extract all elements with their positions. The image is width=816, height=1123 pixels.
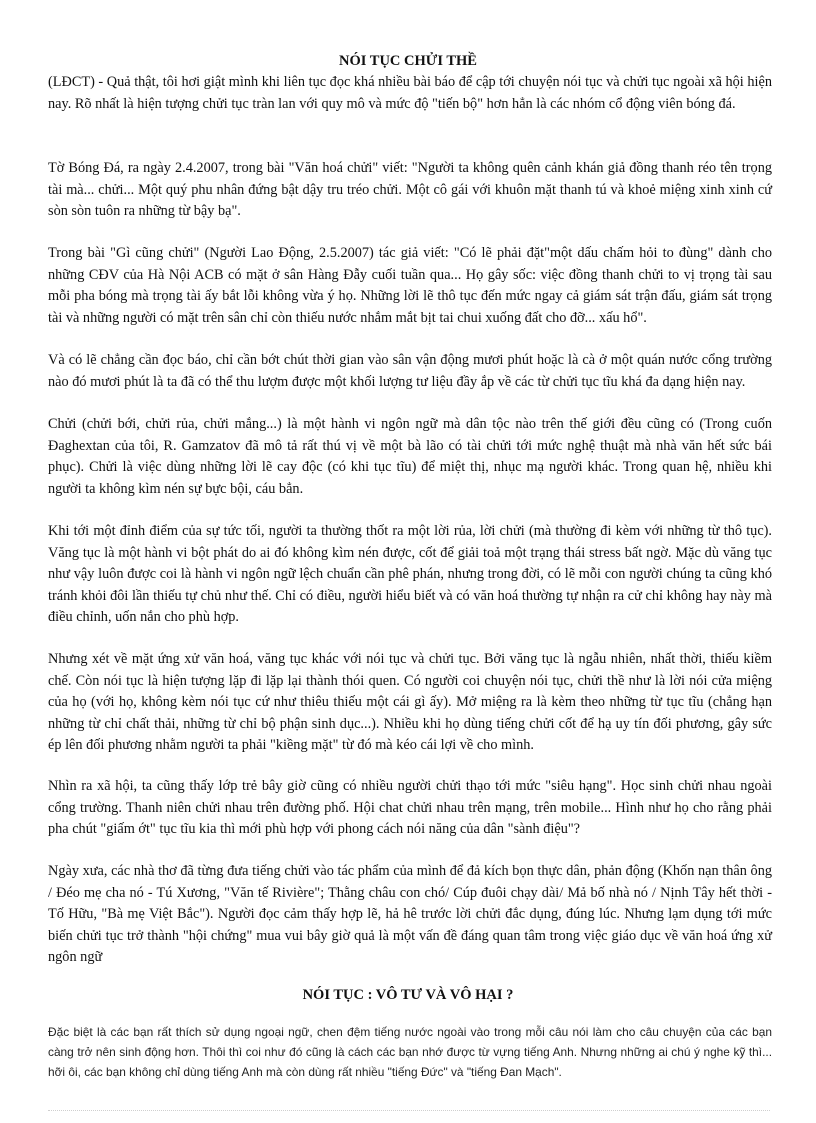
- paragraph-ngay-xua: Ngày xưa, các nhà thơ đã từng đưa tiếng chửi vào tác phẩm của mình để đả kích bọn thực dân, phản động (Khốn nạn thân ông / Đéo mẹ cha nó - Tú Xương, "Văn tế Rivière"; Thằng châu con chó/ Cúp đuôi chạy dài/ Mả bố nhà nó / Nịnh Tây hết thời - Tố Hữu, "Bà mẹ Việt Bắc"). Người đọc cảm thấy hợp lẽ, hả hê trước lời chửi đắc dụng, đúng lúc. Nhưng lạm dụng tới mức biến chửi tục trở thành "hội chứng" mua vui bây giờ quả là một vấn đề đáng quan tâm trong việc giáo dục về văn hoá ứng xử ngôn ngữ: [48, 863, 772, 966]
- page-divider: [48, 1110, 770, 1111]
- paragraph-ngoai-ngu: Đặc biệt là các bạn rất thích sử dụng ngoại ngữ, chen đệm tiếng nước ngoài vào trong mỗi câu nói làm cho câu chuyện của các bạn càng trở nên sinh động hơn. Thôi thì coi như đó cũng là cách các bạn nhớ được từ vựng tiếng Anh. Nhưng những ai chú ý nghe kỹ thì... hỡi ôi, các bạn không chỉ dùng tiếng Anh mà còn dùng rất nhiều "tiếng Đức" và "tiếng Đan Mạch".: [48, 1025, 772, 1079]
- paragraph-vang-tuc: Khi tới một đỉnh điểm của sự tức tối, người ta thường thốt ra một lời rủa, lời chửi (mà thường đi kèm với những từ thô tục). Văng tục là một hành vi bột phát do ai đó không kìm nén được, cốt để giải toả một trạng thái stress bất ngờ. Mặc dù văng tục như vậy luôn được coi là hành vi ngôn ngữ lệch chuẩn cần phê phán, nhưng trong đời, có lẽ mỗi con người chúng ta cũng khó tránh khỏi đôi lần thiếu tự chủ như thế. Chỉ có điều, người hiểu biết và có văn hoá thường tự nhận ra cử chỉ không hay này mà điều chỉnh, uốn nắn cho phù hợp.: [48, 523, 772, 626]
- section-title-noi-tuc: NÓI TỤC : VÔ TƯ VÀ VÔ HẠI ?: [302, 987, 514, 1003]
- paragraph-san-van-dong: Và có lẽ chẳng cần đọc báo, chỉ cần bớt chút thời gian vào sân vận động mươi phút hoặc là cà ở một quán nước cổng trường nào đó mươi phút là ta đã có thể thu lượm được một khối lượng tư liệu đầy ắp về các từ chửi tục tĩu khá đa dạng hiện nay.: [48, 352, 772, 390]
- document-title: NÓI TỤC CHỬI THỀ: [339, 53, 477, 69]
- paragraph-bong-da: Tờ Bóng Đá, ra ngày 2.4.2007, trong bài "Văn hoá chửi" viết: "Người ta không quên cảnh khán giả đồng thanh réo tên trọng tài mà... chửi... Một quý phu nhân đứng bật dậy tru tréo chửi. Một cô gái với khuôn mặt thanh tú và khoẻ miệng xinh xinh cứ sòn sòn tuôn ra những từ bậy bạ".: [48, 160, 772, 220]
- paragraph-gi-cung-chui: Trong bài "Gì cũng chửi" (Người Lao Động, 2.5.2007) tác giả viết: "Có lẽ phải đặt"một dấu chấm hỏi to đùng" dành cho những CĐV của Hà Nội ACB có mặt ở sân Hàng Đẫy cuối tuần qua... Họ gây sốc: việc đồng thanh chửi to vị trọng tài sau mỗi pha bóng mà trọng tài ấy bắt lỗi không vừa ý họ. Những lời lẽ thô tục đến mức ngay cả giám sát trận đấu, giám sát trọng tài và những người có mặt trên sân chỉ còn thiếu nước nhắm mắt bịt tai chui xuống đất cho đỡ... xấu hổ".: [48, 245, 772, 326]
- paragraph-intro: (LĐCT) - Quả thật, tôi hơi giật mình khi liên tục đọc khá nhiều bài báo để cập tới chuyện nói tục và chửi tục ngoài xã hội hiện nay. Rõ nhất là hiện tượng chửi tục tràn lan với quy mô và mức độ "tiến bộ" hơn hẳn là các nhóm cổ động viên bóng đá.: [48, 74, 772, 112]
- paragraph-lop-tre: Nhìn ra xã hội, ta cũng thấy lớp trẻ bây giờ cũng có nhiều người chửi thạo tới mức "siêu hạng". Học sinh chửi nhau ngoài cổng trường. Thanh niên chửi nhau trên đường phố. Hội chat chửi nhau trên mạng, trên mobile... Hình như họ cho rằng phải pha chút "giấm ớt" tục tĩu kia thì mới phù hợp với phong cách nói năng của dân "sành điệu"?: [48, 778, 772, 838]
- paragraph-chui-definition: Chửi (chửi bới, chửi rủa, chửi mắng...) là một hành vi ngôn ngữ mà dân tộc nào trên thế giới đều cũng có (Trong cuốn Đaghextan của tôi, R. Gamzatov đã mô tả rất thú vị về một bà lão có tài chửi tới mức nghệ thuật mà nhà văn hết sức bái phục). Chửi là việc dùng những lời lẽ cay độc (có khi tục tĩu) để miệt thị, nhục mạ người khác. Trong quan hệ, nhiều khi người ta không kìm nén sự bực bội, cáu bẳn.: [48, 416, 772, 497]
- paragraph-ung-xu: Nhưng xét về mặt ứng xử văn hoá, văng tục khác với nói tục và chửi tục. Bởi văng tục là ngẫu nhiên, nhất thời, thiếu kiềm chế. Còn nói tục là hiện tượng lặp đi lặp lại thành thói quen. Có người coi chuyện nói tục, chửi thề như là lời nói cửa miệng của họ (với họ, không kèm nói tục cứ như thiêu thiếu một cái gì ấy). Mở miệng ra là kèm theo những từ tục tĩu (chẳng hạn những từ chỉ chất thải, những từ chỉ bộ phận sinh dục...). Nhiều khi họ dùng tiếng chửi cốt để hạ uy tín đối phương, gây sức ép lên đối phương nhằm người ta phải "kiềng mặt" từ đó mà kéo cái lợi về cho mình.: [48, 651, 772, 754]
